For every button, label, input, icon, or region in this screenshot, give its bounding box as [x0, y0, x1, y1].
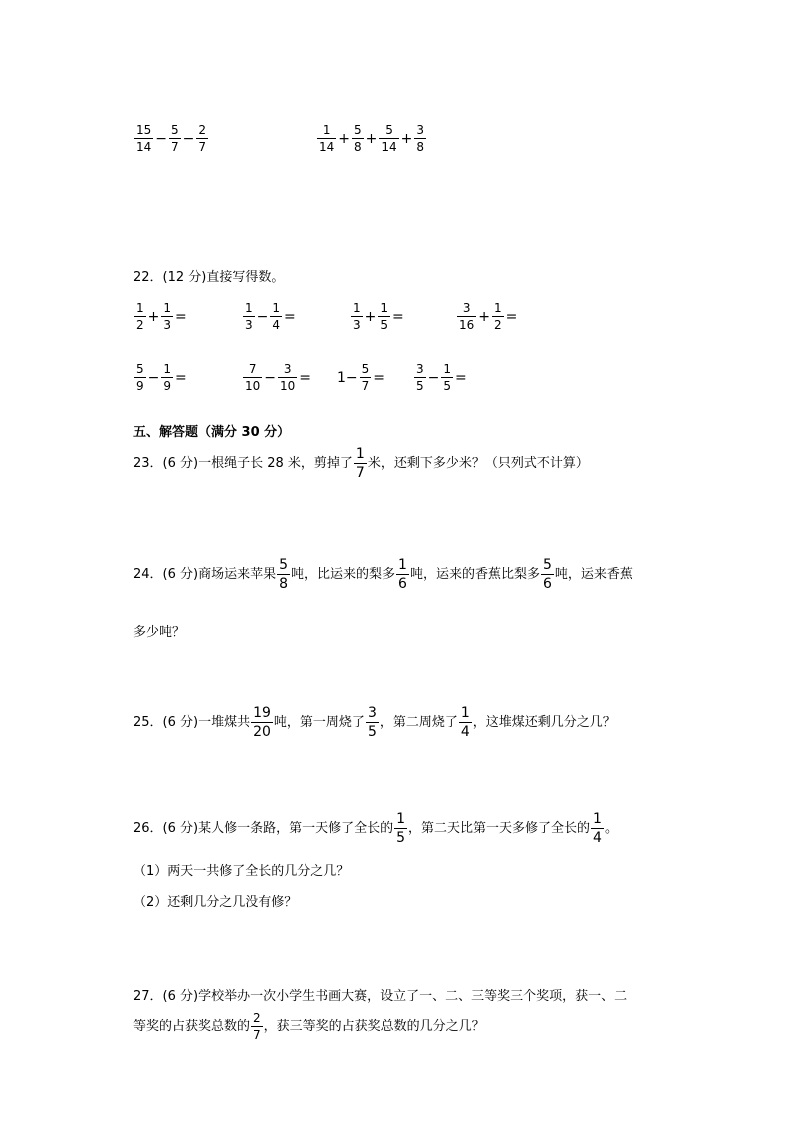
fraction — [243, 363, 262, 392]
denominator: 8 — [354, 140, 362, 154]
fraction — [414, 124, 426, 153]
numerator: 2 — [198, 123, 207, 137]
fraction — [541, 558, 554, 591]
denominator: 14 — [319, 140, 335, 154]
operator: − — [182, 130, 195, 147]
denominator: 7 — [361, 379, 370, 393]
operator: + — [365, 130, 378, 147]
numerator: 5 — [136, 362, 144, 376]
equals-sign: = — [299, 369, 312, 386]
operator: + — [478, 308, 491, 325]
question-text: ，第二周烧了 — [379, 715, 458, 730]
oral-calc-item — [242, 363, 312, 392]
oral-calc-item — [350, 302, 405, 331]
denominator: 3 — [163, 318, 172, 332]
denominator: 9 — [163, 379, 172, 393]
fraction — [161, 363, 173, 392]
denominator: 8 — [279, 576, 289, 592]
question-23 — [133, 447, 589, 480]
section-heading: 五、解答题（满分 30 分） — [133, 425, 291, 440]
operator: + — [400, 130, 413, 147]
fraction — [134, 124, 153, 153]
question-text: ，这堆煤还剩几分之几？ — [472, 715, 616, 730]
fraction — [591, 812, 604, 845]
numerator: 2 — [253, 1011, 261, 1025]
fraction — [378, 302, 390, 331]
fraction — [134, 363, 146, 392]
equals-sign: = — [175, 308, 187, 325]
operator: − — [427, 369, 440, 386]
operator: − — [264, 369, 277, 386]
fraction — [270, 302, 282, 331]
fraction — [317, 124, 336, 153]
denominator: 4 — [272, 318, 281, 332]
question-text: ，获三等奖的占获奖总数的几分之几？ — [263, 1019, 485, 1034]
question-text: 等奖的占获奖总数的 — [133, 1019, 251, 1034]
operator: − — [256, 308, 269, 325]
numerator: 5 — [171, 123, 179, 137]
oral-calc-item — [413, 363, 468, 392]
question-text: 吨，运来的香蕉比梨多 — [409, 567, 540, 582]
question-text: 23．(6 分)一根绳子长 28 米，剪掉了 — [133, 456, 353, 471]
denominator: 6 — [542, 576, 552, 592]
fraction — [379, 124, 398, 153]
oral-calc-item — [133, 363, 188, 392]
fraction — [459, 706, 472, 739]
oral-calc-item — [133, 302, 188, 331]
fraction — [492, 302, 504, 331]
question-24 — [133, 558, 633, 591]
equals-sign: = — [455, 369, 467, 386]
denominator: 5 — [443, 379, 452, 393]
numerator: 5 — [385, 123, 393, 137]
numerator: 7 — [248, 362, 257, 376]
fraction — [277, 558, 290, 591]
numerator: 1 — [353, 301, 361, 315]
question-27-line2 — [133, 1012, 485, 1041]
fraction — [414, 363, 426, 392]
numerator: 1 — [380, 301, 389, 315]
denominator: 14 — [381, 140, 397, 154]
fraction — [366, 706, 379, 739]
numerator: 1 — [396, 811, 406, 827]
fraction — [243, 302, 255, 331]
numerator: 5 — [542, 557, 552, 573]
numerator: 1 — [460, 705, 470, 721]
expression-1 — [133, 124, 209, 153]
numerator: 3 — [462, 301, 471, 315]
fraction — [196, 124, 208, 153]
numerator: 1 — [272, 301, 281, 315]
question-text: 吨，运来香蕉 — [554, 567, 633, 582]
fraction — [251, 1012, 263, 1041]
numerator: 1 — [494, 301, 502, 315]
fraction — [354, 447, 367, 480]
operator: 1− — [337, 369, 358, 386]
numerator: 1 — [245, 301, 253, 315]
question-text: 25．(6 分)一堆煤共 — [133, 715, 251, 730]
operator: + — [364, 308, 377, 325]
denominator: 4 — [460, 724, 470, 740]
numerator: 1 — [163, 362, 172, 376]
oral-calc-item — [456, 302, 518, 331]
numerator: 1 — [322, 123, 331, 137]
denominator: 9 — [136, 379, 144, 393]
equals-sign: = — [284, 308, 296, 325]
denominator: 7 — [355, 465, 365, 481]
fraction — [394, 812, 407, 845]
denominator: 7 — [198, 140, 207, 154]
fraction — [441, 363, 453, 392]
numerator: 1 — [398, 557, 407, 573]
numerator: 5 — [279, 557, 289, 573]
numerator: 5 — [361, 362, 370, 376]
question-text: 26．(6 分)某人修一条路，第一天修了全长的 — [133, 821, 394, 836]
fraction — [169, 124, 181, 153]
denominator: 10 — [245, 379, 261, 393]
numerator: 15 — [136, 123, 152, 137]
denominator: 16 — [459, 318, 475, 332]
numerator: 1 — [136, 301, 144, 315]
fraction — [351, 302, 363, 331]
question-26 — [133, 812, 618, 845]
question-26-sub-1: （1）两天一共修了全长的几分之几？ — [133, 864, 350, 879]
denominator: 5 — [416, 379, 424, 393]
oral-calc-item — [336, 363, 386, 392]
equals-sign: = — [373, 369, 386, 386]
operator: − — [155, 130, 168, 147]
numerator: 3 — [283, 362, 292, 376]
question-25 — [133, 706, 616, 739]
fraction — [457, 302, 476, 331]
equals-sign: = — [392, 308, 404, 325]
denominator: 20 — [253, 724, 271, 740]
denominator: 6 — [398, 576, 407, 592]
question-27-line1: 27．(6 分)学校举办一次小学生书画大赛，设立了一、二、三等奖三个奖项，获一、二 — [133, 989, 628, 1004]
denominator: 14 — [136, 140, 152, 154]
question-22-label: 22．(12 分)直接写得数。 — [133, 270, 285, 285]
fraction — [352, 124, 364, 153]
question-text: 。 — [604, 821, 618, 836]
numerator: 19 — [253, 705, 271, 721]
denominator: 3 — [245, 318, 253, 332]
expression-2 — [316, 124, 427, 153]
equals-sign: = — [175, 369, 187, 386]
operator: + — [147, 308, 160, 325]
denominator: 2 — [136, 318, 144, 332]
operator: + — [338, 130, 351, 147]
numerator: 1 — [163, 301, 172, 315]
fraction — [278, 363, 297, 392]
numerator: 3 — [416, 123, 425, 137]
denominator: 5 — [367, 724, 377, 740]
question-text: ，第二天比第一天多修了全长的 — [408, 821, 591, 836]
numerator: 1 — [593, 811, 602, 827]
denominator: 7 — [253, 1028, 261, 1042]
denominator: 10 — [280, 379, 296, 393]
question-text: 24．(6 分)商场运来苹果 — [133, 567, 277, 582]
fraction — [134, 302, 146, 331]
question-24-line2: 多少吨？ — [133, 625, 186, 640]
numerator: 1 — [443, 362, 452, 376]
denominator: 5 — [396, 830, 406, 846]
numerator: 1 — [355, 446, 365, 462]
denominator: 5 — [380, 318, 389, 332]
numerator: 3 — [416, 362, 424, 376]
fraction — [360, 363, 372, 392]
question-text: 米，还剩下多少米？（只列式不计算） — [367, 456, 589, 471]
question-text: 吨，比运来的梨多 — [291, 567, 396, 582]
oral-calc-item — [242, 302, 297, 331]
fraction — [396, 558, 409, 591]
question-26-sub-2: （2）还剩几分之几没有修？ — [133, 895, 298, 910]
equals-sign: = — [505, 308, 518, 325]
denominator: 4 — [593, 830, 602, 846]
fraction — [161, 302, 173, 331]
numerator: 5 — [354, 123, 362, 137]
denominator: 3 — [353, 318, 361, 332]
numerator: 3 — [367, 705, 377, 721]
fraction — [251, 706, 273, 739]
denominator: 2 — [494, 318, 502, 332]
operator: − — [147, 369, 160, 386]
question-text: 吨，第一周烧了 — [273, 715, 365, 730]
denominator: 8 — [416, 140, 425, 154]
denominator: 7 — [171, 140, 179, 154]
